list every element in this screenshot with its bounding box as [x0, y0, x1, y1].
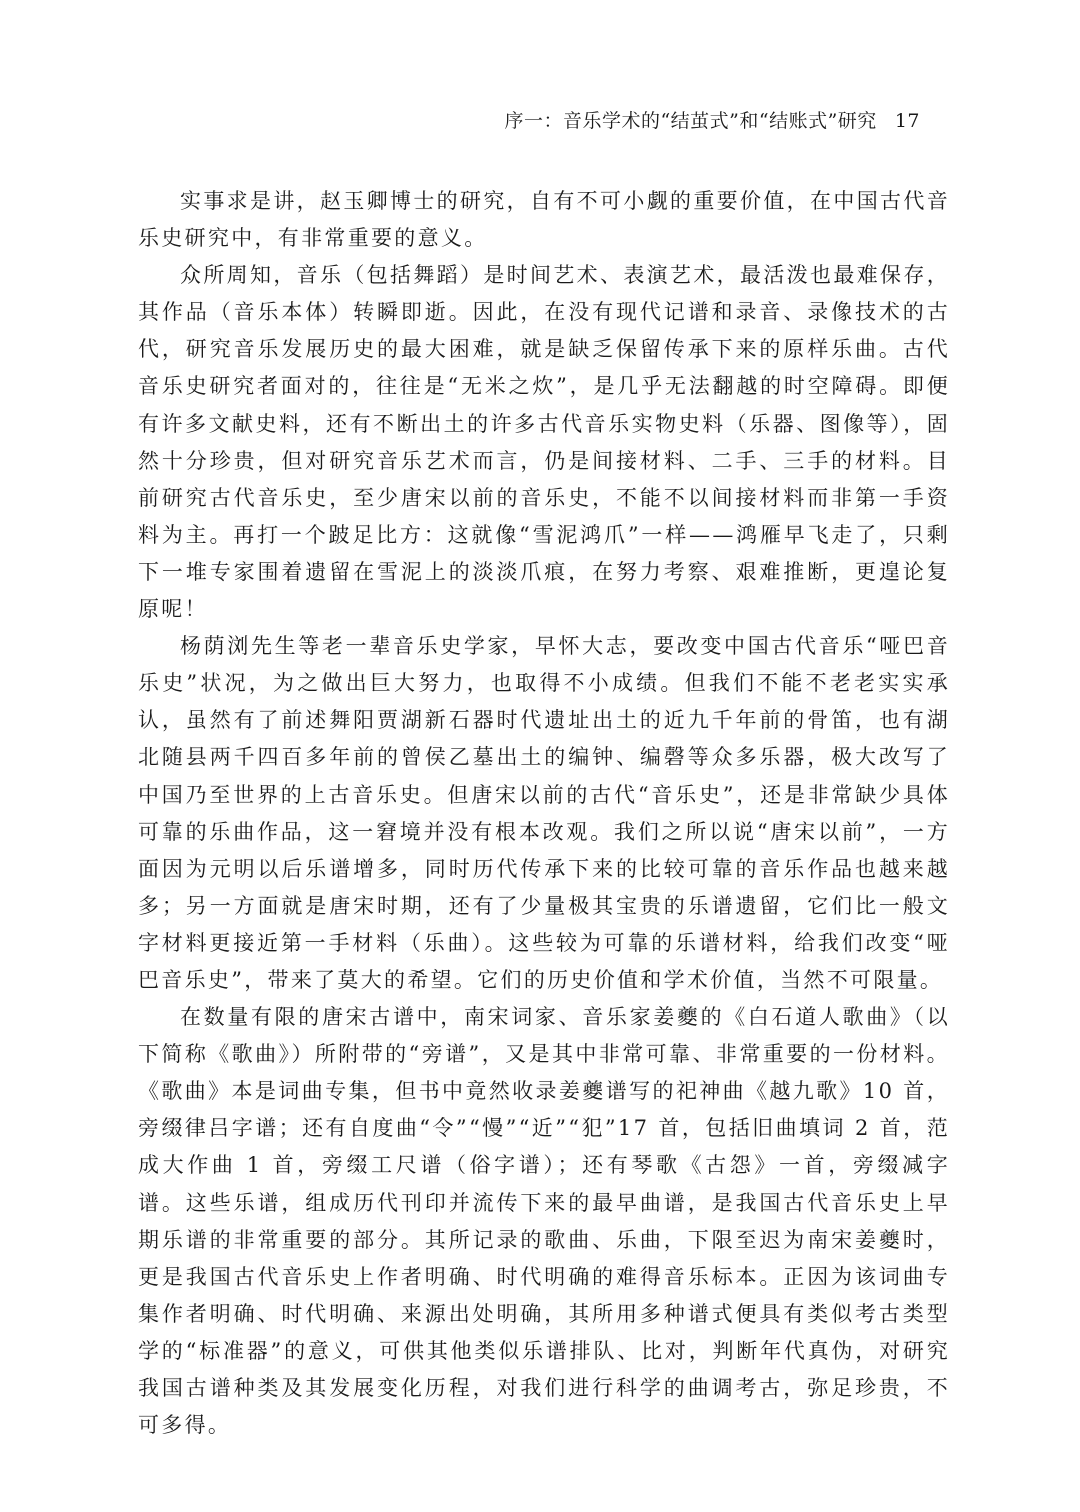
body-text [138, 183, 950, 1444]
paragraph-1: 实事求是讲，赵玉卿博士的研究，自有不可小觑的重要价值，在中国古代音乐史研究中，有非常重要的意义。 [138, 189, 950, 251]
paragraph-4: 在数量有限的唐宋古谱中，南宋词家、音乐家姜夔的《白石道人歌曲》（以下简称《歌曲》）所附带的“旁谱”，又是其中非常可靠、非常重要的一份材料。《歌曲》本是词曲专集，但书中竟然收录姜夔谱写的祀神曲《越九歌》10 首，旁缀律吕字谱；还有自度曲“令”“慢”“近”“犯”17 首，包括旧曲填词 2 首，范成大作曲 1 首，旁缀工尺谱（俗字谱）；还有琴歌《古怨》一首，旁缀减字谱。这些乐谱，组成历代刊印并流传下来的最早曲谱，是我国古代音乐史上早期乐谱的非常重要的部分。其所记录的歌曲、乐曲，下限至迟为南宋姜夔时，更是我国古代音乐史上作者明确、时代明确的难得音乐标本。正因为该词曲专集作者明确、时代明确、来源出处明确，其所用多种谱式便具有类似考古类型学的“标准器”的意义，可供其他类似乐谱排队、比对，判断年代真伪，对研究我国古谱种类及其发展变化历程，对我们进行科学的曲调考古，弥足珍贵，不可多得。 [138, 1005, 950, 1438]
paragraph-2: 众所周知，音乐（包括舞蹈）是时间艺术、表演艺术，最活泼也最难保存，其作品（音乐本体）转瞬即逝。因此，在没有现代记谱和录音、录像技术的古代，研究音乐发展历史的最大困难，就是缺乏保留传承下来的原样乐曲。古代音乐史研究者面对的，往往是“无米之炊”，是几乎无法翻越的时空障碍。即便有许多文献史料，还有不断出土的许多古代音乐实物史料（乐器、图像等），固然十分珍贵，但对研究音乐艺术而言，仍是间接材料、二手、三手的材料。目前研究古代音乐史，至少唐宋以前的音乐史，不能不以间接材料而非第一手资料为主。再打一个跛足比方：这就像“雪泥鸿爪”一样——鸿雁早飞走了，只剩下一堆专家围着遗留在雪泥上的淡淡爪痕，在努力考察、艰难推断，更遑论复原呢！ [138, 263, 950, 622]
running-head [140, 106, 920, 136]
page-number: 17 [894, 110, 920, 132]
paragraph-3: 杨荫浏先生等老一辈音乐史学家，早怀大志，要改变中国古代音乐“哑巴音乐史”状况，为之做出巨大努力，也取得不小成绩。但我们不能不老老实实承认，虽然有了前述舞阳贾湖新石器时代遗址出土的近九千年前的骨笛，也有湖北随县两千四百多年前的曾侯乙墓出土的编钟、编磬等众多乐器，极大改写了中国乃至世界的上古音乐史。但唐宋以前的古代“音乐史”，还是非常缺少具体可靠的乐曲作品，这一窘境并没有根本改观。我们之所以说“唐宋以前”，一方面因为元明以后乐谱增多，同时历代传承下来的比较可靠的音乐作品也越来越多；另一方面就是唐宋时期，还有了少量极其宝贵的乐谱遗留，它们比一般文字材料更接近第一手材料（乐曲）。这些较为可靠的乐谱材料，给我们改变“哑巴音乐史”，带来了莫大的希望。它们的历史价值和学术价值，当然不可限量。 [138, 634, 950, 992]
running-title: 序一：音乐学术的“结茧式”和“结账式”研究 [504, 110, 877, 132]
